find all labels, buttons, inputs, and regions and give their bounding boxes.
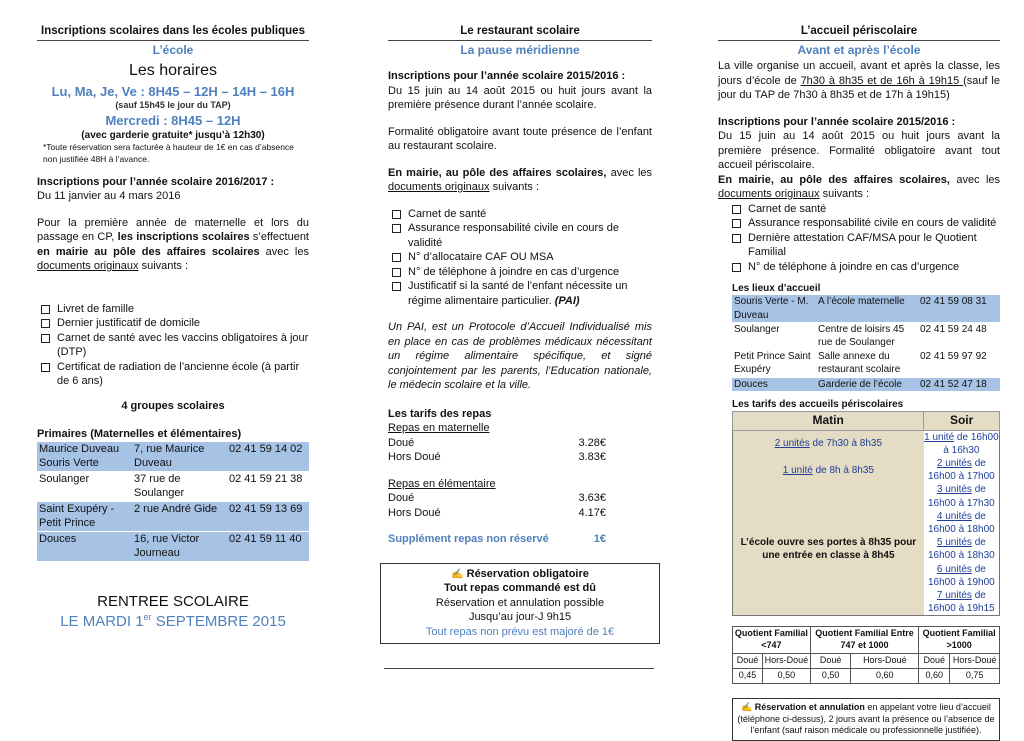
lieux-title: Les lieux d’accueil: [732, 283, 821, 295]
asterisk-note: *Toute réservation sera facturée à hauteur de 1€ en cas d’absence non justifiée 48H à l’avance.: [43, 142, 294, 164]
reservation-note-box: ✍ Réservation et annulation en appelant votre lieu d’accueil (téléphone ci-dessus), 2 jours avant la présence ou l’absence de l’enfant (sauf raison médicale ou professionnelle justifiée).: [732, 698, 1000, 741]
maternelle-title: Repas en maternelle: [388, 422, 490, 435]
list-item: Carnet de santé avec les vaccins obligatoires à jour (DTP): [37, 331, 309, 360]
garderie-note: (avec garderie gratuite* jusqu’à 12h30): [81, 130, 265, 142]
col1-header: Inscriptions scolaires dans les écoles publiques: [37, 24, 309, 41]
list-item: Certificat de radiation de l’ancienne école (à partir de 6 ans): [37, 360, 309, 389]
table-row: 4 unités de 16h00 à 18h00: [928, 510, 995, 536]
price-row: Hors Doué 3.83€: [388, 451, 606, 464]
elementaire-title: Repas en élémentaire: [388, 477, 496, 490]
list-item: Justificatif si la santé de l’enfant nécessite un régime alimentaire particulier. (PAI): [388, 279, 652, 308]
col3-inscription-title: Inscriptions pour l’année scolaire 2015/2016 :: [718, 115, 956, 128]
schools-table: [37, 442, 309, 562]
reservation-line4: Tout repas non prévu est majoré de 1€: [425, 625, 615, 638]
pen-icon: ✍: [741, 701, 753, 712]
list-item: N° de téléphone à joindre en cas d’urgence: [728, 260, 1000, 275]
horaires-mercredi: Mercredi : 8H45 – 12H: [105, 113, 241, 129]
col2-header: Le restaurant scolaire: [388, 24, 652, 41]
table-header-row: [733, 411, 1000, 430]
price-row: Doué 3.63€: [388, 492, 606, 505]
list-item: Carnet de santé: [388, 207, 652, 222]
col2-docs-list: [388, 207, 652, 309]
matin-note: L’école ouvre ses portes à 8h35 pour une entrée en classe à 8h45: [733, 483, 924, 615]
table-row: Soulanger 37 rue de Soulanger 02 41 59 21 38: [37, 471, 309, 501]
column-ecole: [37, 24, 309, 632]
table-row: Souris Verte - M. Duveau A l’école maternelle 02 41 59 08 31: [732, 295, 1000, 322]
col3-mairie: En mairie, au pôle des affaires scolaires, avec les documents originaux suivants :: [718, 173, 1000, 201]
soir-header: Soir: [924, 411, 1000, 430]
footer-rule: [384, 668, 654, 669]
col1-inscription-dates: Du 11 janvier au 4 mars 2016: [37, 190, 181, 203]
supplement-row: Supplément repas non réservé 1€: [388, 533, 606, 546]
list-item: Assurance responsabilité civile en cours de validité: [388, 221, 652, 250]
table-row: Maurice Duveau Souris Verte 7, rue Maurice Duveau 02 41 59 14 02: [37, 442, 309, 472]
table-row: 6 unités de 16h00 à 19h00: [928, 563, 995, 588]
col1-docs-list: [37, 302, 309, 389]
tap-note: (sauf 15h45 le jour du TAP): [115, 100, 231, 111]
table-row: Petit Prince Saint Exupéry Salle annexe du restaurant scolaire 02 41 59 97 92: [732, 350, 1000, 377]
col2-mairie: En mairie, au pôle des affaires scolaires, avec les documents originaux suivants :: [388, 166, 652, 194]
list-item: N° de téléphone à joindre en cas d’urgence: [388, 265, 652, 280]
col3-subheader: Avant et après l’école: [797, 43, 921, 58]
reservation-box: [380, 563, 660, 644]
table-row: 2 unités de 7h30 à 8h35 1 unité de 16h00 à 16h30: [733, 430, 1000, 457]
pen-icon: ✍: [451, 568, 464, 580]
table-row: 7 unités de 16h00 à 19h15: [928, 589, 995, 615]
column-restaurant: [388, 24, 652, 669]
col1-subheader: L’école: [152, 43, 194, 58]
rentree-date: LE MARDI 1er SEPTEMBRE 2015: [60, 611, 286, 630]
table-row: 1 unité de 8h à 8h35 2 unités de 16h00 à 17h00: [733, 457, 1000, 483]
pai-definition: Un PAI, est un Protocole d’Accueil Individualisé mis en place en cas de problèmes médicaux nécessitant un régime alimentaire spécifique, et signé conjointement par les parents, l’Education nationale, le médecin scolaire et la ville.: [388, 321, 652, 392]
reservation-line2: Réservation et annulation possible: [435, 596, 605, 609]
col2-inscription-text: Du 15 juin au 14 août 2015 ou huit jours avant la première présence durant l’année scolaire.: [388, 84, 652, 112]
primaires-title: Primaires (Maternelles et élémentaires): [37, 428, 242, 441]
price-row: Hors Doué 4.17€: [388, 506, 606, 519]
tarifs-table: [732, 411, 1000, 616]
lieux-table: [732, 295, 1000, 391]
groups-title: 4 groupes scolaires: [121, 399, 225, 412]
table-row: 5 unités de 16h00 à 18h30: [928, 537, 995, 562]
table-row: Soulanger Centre de loisirs 45 rue de Soulanger 02 41 59 24 48: [732, 322, 1000, 349]
col3-inscription-text: Du 15 juin au 14 août 2015 ou huit jours avant la première présence. Formalité obligatoire avant tout accueil périscolaire.: [718, 130, 1000, 172]
reservation-line3: Jusqu’au jour-J 9h15: [468, 611, 572, 624]
reservation-title: Réservation obligatoire: [466, 567, 589, 580]
matin-header: Matin: [733, 411, 924, 430]
price-row: Doué 3.28€: [388, 436, 606, 449]
list-item: Assurance responsabilité civile en cours de validité: [728, 216, 1000, 231]
table-header-row: Quotient Familial <747 Quotient Familial Entre 747 et 1000 Quotient Familial >1000: [733, 627, 1000, 654]
table-row: Doué Hors-Doué Doué Hors-Doué Doué Hors-Doué: [733, 654, 1000, 669]
table-row: Douces 16, rue Victor Journeau 02 41 59 11 40: [37, 531, 309, 561]
list-item: Dernière attestation CAF/MSA pour le Quotient Familial: [728, 231, 1000, 260]
col2-formalite: Formalité obligatoire avant toute présence de l’enfant au restaurant scolaire.: [388, 125, 652, 153]
col1-inscription-title: Inscriptions pour l’année scolaire 2016/2017 :: [37, 175, 275, 188]
reservation-line1: Tout repas commandé est dû: [444, 582, 596, 595]
rentree-title: RENTREE SCOLAIRE: [97, 592, 249, 610]
list-item: N° d’allocataire CAF OU MSA: [388, 250, 652, 265]
table-row: Saint Exupéry - Petit Prince 2 rue André Gide 02 41 59 13 69: [37, 501, 309, 531]
quotient-familial-table: [732, 626, 1000, 684]
list-item: Carnet de santé: [728, 202, 1000, 217]
table-row: 0,45 0,50 0,50 0,60 0,60 0,75: [733, 668, 1000, 683]
col2-subheader: La pause méridienne: [460, 43, 580, 58]
col3-intro: La ville organise un accueil, avant et après la classe, les jours d’école de 7h30 à 8h35 et de 16h à 19h15 (sauf le jour du TAP de 7h30 à 8h35 et de 17h à 19h15): [718, 60, 1000, 102]
col3-docs-list: [718, 202, 1000, 275]
table-row: Douces Garderie de l’école 02 41 52 47 18: [732, 377, 1000, 391]
table-row: L’école ouvre ses portes à 8h35 pour une entrée en classe à 8h45 3 unités de 16h00 à 17h30: [733, 483, 1000, 509]
horaires-title: Les horaires: [128, 62, 218, 79]
col3-header: L’accueil périscolaire: [718, 24, 1000, 41]
horaires-days: Lu, Ma, Je, Ve : 8H45 – 12H – 14H – 16H: [51, 84, 295, 100]
tarifs-accueil-title: Les tarifs des accueils périscolaires: [732, 398, 904, 410]
col1-inscription-paragraph: Pour la première année de maternelle et lors du passage en CP, les inscriptions scolaires s’effectuent en mairie au pôle des affaires scolaires avec les documents originaux suivants :: [37, 216, 309, 273]
column-periscolaire: [718, 24, 1000, 741]
col2-inscription-title: Inscriptions pour l’année scolaire 2015/2016 :: [388, 70, 626, 82]
list-item: Dernier justificatif de domicile: [37, 316, 309, 331]
list-item: Livret de famille: [37, 302, 309, 317]
tarifs-repas-title: Les tarifs des repas: [388, 407, 492, 420]
